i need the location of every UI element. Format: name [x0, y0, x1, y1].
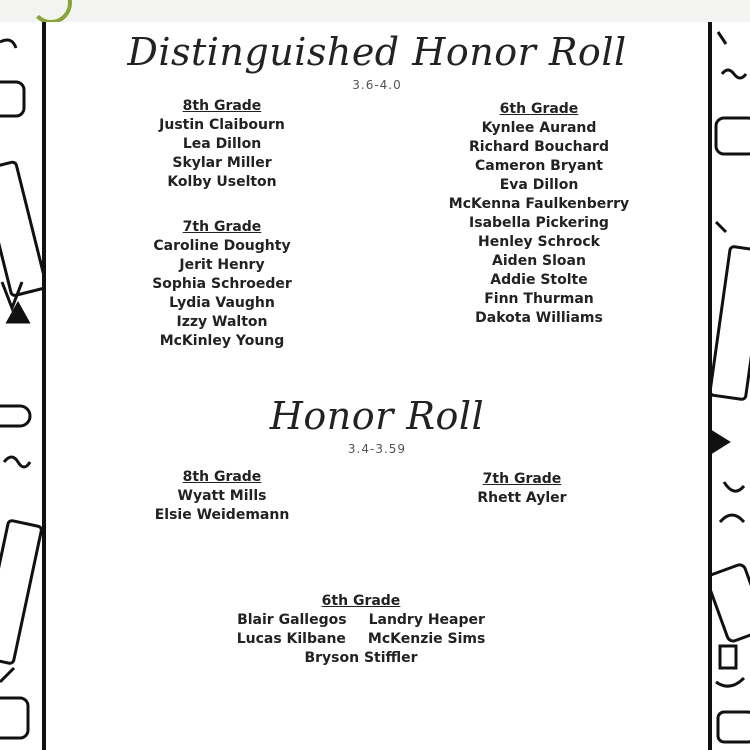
- student-name: Blair Gallegos: [237, 612, 347, 628]
- student-name: Kolby Uselton: [167, 174, 277, 190]
- student-name: McKenzie Sims: [367, 631, 486, 647]
- honor-grade7-list: [462, 470, 582, 508]
- name-row: [246, 649, 476, 668]
- distinguished-grade6-list: [444, 100, 634, 328]
- distinguished-grade8-list: [152, 97, 292, 192]
- honor-roll-title: Honor Roll: [269, 394, 485, 438]
- honor-gpa-range: 3.4-3.59: [347, 442, 407, 456]
- grade-heading: 6th Grade: [321, 593, 401, 609]
- grade-heading: 7th Grade: [482, 471, 562, 487]
- right-doodle-border: [708, 22, 750, 750]
- student-name: Jerit Henry: [179, 257, 265, 273]
- distinguished-honor-roll-title: Distinguished Honor Roll: [127, 30, 627, 74]
- student-name: Isabella Pickering: [469, 215, 609, 231]
- student-name: Lea Dillon: [182, 136, 262, 152]
- right-pencil-doodles-icon: [712, 22, 750, 750]
- name-row: [236, 630, 486, 649]
- student-name: Finn Thurman: [484, 291, 594, 307]
- student-name: Wyatt Mills: [177, 488, 267, 504]
- left-pencil-doodles-icon: [0, 22, 42, 750]
- grade-heading: 7th Grade: [182, 219, 262, 235]
- distinguished-gpa-range: 3.6-4.0: [352, 78, 402, 92]
- distinguished-grade7-list: [152, 218, 292, 351]
- student-name: Sophia Schroeder: [152, 276, 292, 292]
- top-strip: [0, 0, 750, 22]
- grade-heading: 8th Grade: [182, 469, 262, 485]
- student-name: Landry Heaper: [368, 612, 485, 628]
- student-name: Caroline Doughty: [153, 238, 291, 254]
- student-name: Izzy Walton: [176, 314, 268, 330]
- student-name: Skylar Miller: [172, 155, 272, 171]
- grade-heading: 6th Grade: [499, 101, 579, 117]
- left-doodle-border: [0, 22, 46, 750]
- student-name: Addie Stolte: [490, 272, 588, 288]
- student-name: McKenna Faulkenberry: [448, 196, 630, 212]
- logo-arc-icon: [30, 0, 72, 24]
- name-row: [237, 611, 485, 630]
- honor-grade6-list: [236, 592, 486, 668]
- student-name: Lucas Kilbane: [236, 631, 346, 647]
- student-name: Dakota Williams: [475, 310, 603, 326]
- student-name: Richard Bouchard: [469, 139, 609, 155]
- student-name: Bryson Stiffler: [304, 650, 418, 666]
- student-name: Henley Schrock: [478, 234, 600, 250]
- student-name: Justin Claibourn: [159, 117, 285, 133]
- student-name: Aiden Sloan: [492, 253, 586, 269]
- student-name: Elsie Weidemann: [154, 507, 290, 523]
- student-name: Rhett Ayler: [477, 490, 567, 506]
- student-name: Lydia Vaughn: [169, 295, 275, 311]
- honor-roll-page: [46, 22, 708, 750]
- honor-grade8-list: [152, 468, 292, 525]
- student-name: Kynlee Aurand: [481, 120, 597, 136]
- student-name: McKinley Young: [159, 333, 285, 349]
- student-name: Cameron Bryant: [475, 158, 603, 174]
- grade-heading: 8th Grade: [182, 98, 262, 114]
- student-name: Eva Dillon: [499, 177, 579, 193]
